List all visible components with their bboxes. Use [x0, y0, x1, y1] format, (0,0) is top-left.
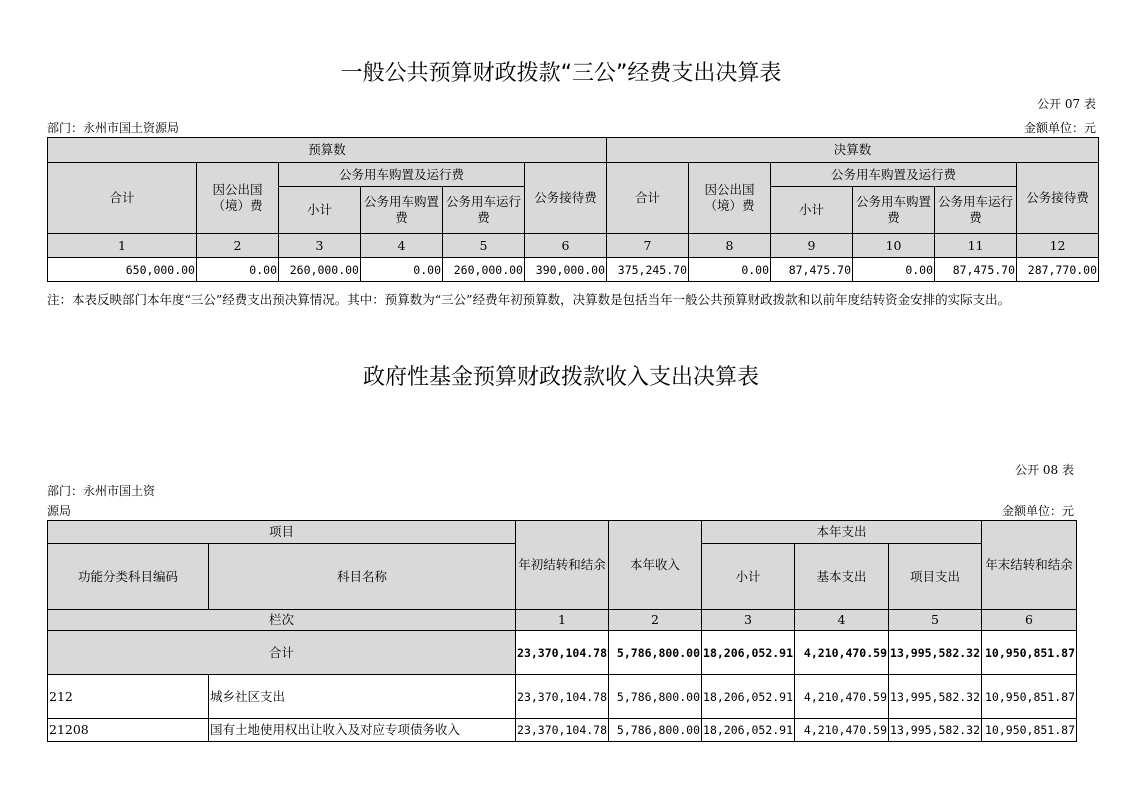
header-abroad: 因公出国（境）费	[197, 163, 279, 234]
cell-value: 23,370,104.78	[516, 675, 609, 719]
function-code: 212	[48, 675, 209, 719]
cell-value: 5,786,800.00	[609, 719, 702, 742]
header-subject-name: 科目名称	[209, 544, 516, 610]
col-number: 3	[702, 610, 795, 631]
header-item: 项目	[48, 521, 516, 544]
col-number: 10	[853, 234, 935, 258]
function-code: 21208	[48, 719, 209, 742]
header-basic: 基本支出	[795, 544, 889, 610]
header-project: 项目支出	[889, 544, 982, 610]
table2-unit: 金额单位：元	[1001, 504, 1074, 518]
header-column-index: 栏次	[48, 610, 516, 631]
header-total: 合计	[48, 163, 197, 234]
cell-value: 0.00	[197, 258, 279, 282]
table1-three-public-expenses	[47, 137, 1099, 282]
header-subtotal: 小计	[702, 544, 795, 610]
col-number: 6	[525, 234, 607, 258]
col-number: 2	[197, 234, 279, 258]
col-number: 1	[516, 610, 609, 631]
header-subtotal: 小计	[279, 187, 361, 234]
table2-title: 政府性基金预算财政拨款收入支出决算表	[362, 365, 759, 390]
cell-value: 18,206,052.91	[702, 719, 795, 742]
col-number: 4	[795, 610, 889, 631]
cell-value: 390,000.00	[525, 258, 607, 282]
header-income: 本年收入	[609, 521, 702, 610]
cell-value: 0.00	[853, 258, 935, 282]
cell-value: 375,245.70	[607, 258, 689, 282]
subject-name: 城乡社区支出	[209, 675, 516, 719]
header-car-purchase: 公务用车购置费	[361, 187, 443, 234]
cell-value: 4,210,470.59	[795, 719, 889, 742]
cell-value: 87,475.70	[935, 258, 1017, 282]
cell-value: 0.00	[361, 258, 443, 282]
cell-value: 4,210,470.59	[795, 631, 889, 675]
col-number: 5	[889, 610, 982, 631]
table2-code: 公开 08 表	[1015, 463, 1074, 477]
header-subtotal: 小计	[771, 187, 853, 234]
cell-value: 13,995,582.32	[889, 631, 982, 675]
cell-value: 10,950,851.87	[982, 719, 1077, 742]
col-number: 7	[607, 234, 689, 258]
header-reception: 公务接待费	[525, 163, 607, 234]
header-expense: 本年支出	[702, 521, 982, 544]
header-total: 合计	[607, 163, 689, 234]
table1-code: 公开 07 表	[1037, 97, 1096, 111]
header-final: 决算数	[607, 138, 1099, 163]
table2-department: 部门：永州市国土资	[47, 484, 156, 498]
table1-department: 部门：永州市国土资源局	[47, 121, 180, 135]
cell-value: 0.00	[689, 258, 771, 282]
total-label: 合计	[48, 631, 516, 675]
col-number: 4	[361, 234, 443, 258]
cell-value: 287,770.00	[1017, 258, 1099, 282]
header-car-running: 公务用车运行费	[443, 187, 525, 234]
header-abroad: 因公出国（境）费	[689, 163, 771, 234]
header-budget: 预算数	[48, 138, 607, 163]
col-number: 5	[443, 234, 525, 258]
header-end-balance: 年末结转和结余	[982, 521, 1077, 610]
table-row	[48, 719, 1077, 742]
header-car: 公务用车购置及运行费	[279, 163, 525, 187]
cell-value: 4,210,470.59	[795, 675, 889, 719]
header-car: 公务用车购置及运行费	[771, 163, 1017, 187]
header-begin-balance: 年初结转和结余	[516, 521, 609, 610]
header-car-running: 公务用车运行费	[935, 187, 1017, 234]
table-row	[48, 675, 1077, 719]
col-number: 9	[771, 234, 853, 258]
col-number: 11	[935, 234, 1017, 258]
table-row	[48, 258, 1099, 282]
subject-name: 国有土地使用权出让收入及对应专项债务收入	[209, 719, 516, 742]
cell-value: 260,000.00	[443, 258, 525, 282]
cell-value: 87,475.70	[771, 258, 853, 282]
table1-unit: 金额单位：元	[1023, 121, 1096, 135]
table1-title: 一般公共预算财政拨款“三公”经费支出决算表	[340, 61, 782, 86]
cell-value: 650,000.00	[48, 258, 197, 282]
total-row	[48, 631, 1077, 675]
cell-value: 18,206,052.91	[702, 631, 795, 675]
cell-value: 23,370,104.78	[516, 719, 609, 742]
header-car-purchase: 公务用车购置费	[853, 187, 935, 234]
cell-value: 10,950,851.87	[982, 631, 1077, 675]
cell-value: 10,950,851.87	[982, 675, 1077, 719]
col-number: 1	[48, 234, 197, 258]
cell-value: 13,995,582.32	[889, 675, 982, 719]
cell-value: 13,995,582.32	[889, 719, 982, 742]
col-number: 8	[689, 234, 771, 258]
col-number: 2	[609, 610, 702, 631]
col-number: 12	[1017, 234, 1099, 258]
col-number: 3	[279, 234, 361, 258]
cell-value: 260,000.00	[279, 258, 361, 282]
table2-department-cont: 源局	[47, 504, 72, 518]
cell-value: 23,370,104.78	[516, 631, 609, 675]
table2-government-fund	[47, 520, 1077, 742]
table1-note: 注：本表反映部门本年度“三公”经费支出预决算情况。其中：预算数为“三公”经费年初预算数，决算数是包括当年一般公共预算财政拨款和以前年度结转资金安排的实际支出。	[47, 292, 1011, 307]
header-reception: 公务接待费	[1017, 163, 1099, 234]
cell-value: 5,786,800.00	[609, 631, 702, 675]
col-number: 6	[982, 610, 1077, 631]
cell-value: 18,206,052.91	[702, 675, 795, 719]
cell-value: 5,786,800.00	[609, 675, 702, 719]
header-function-code: 功能分类科目编码	[48, 544, 209, 610]
